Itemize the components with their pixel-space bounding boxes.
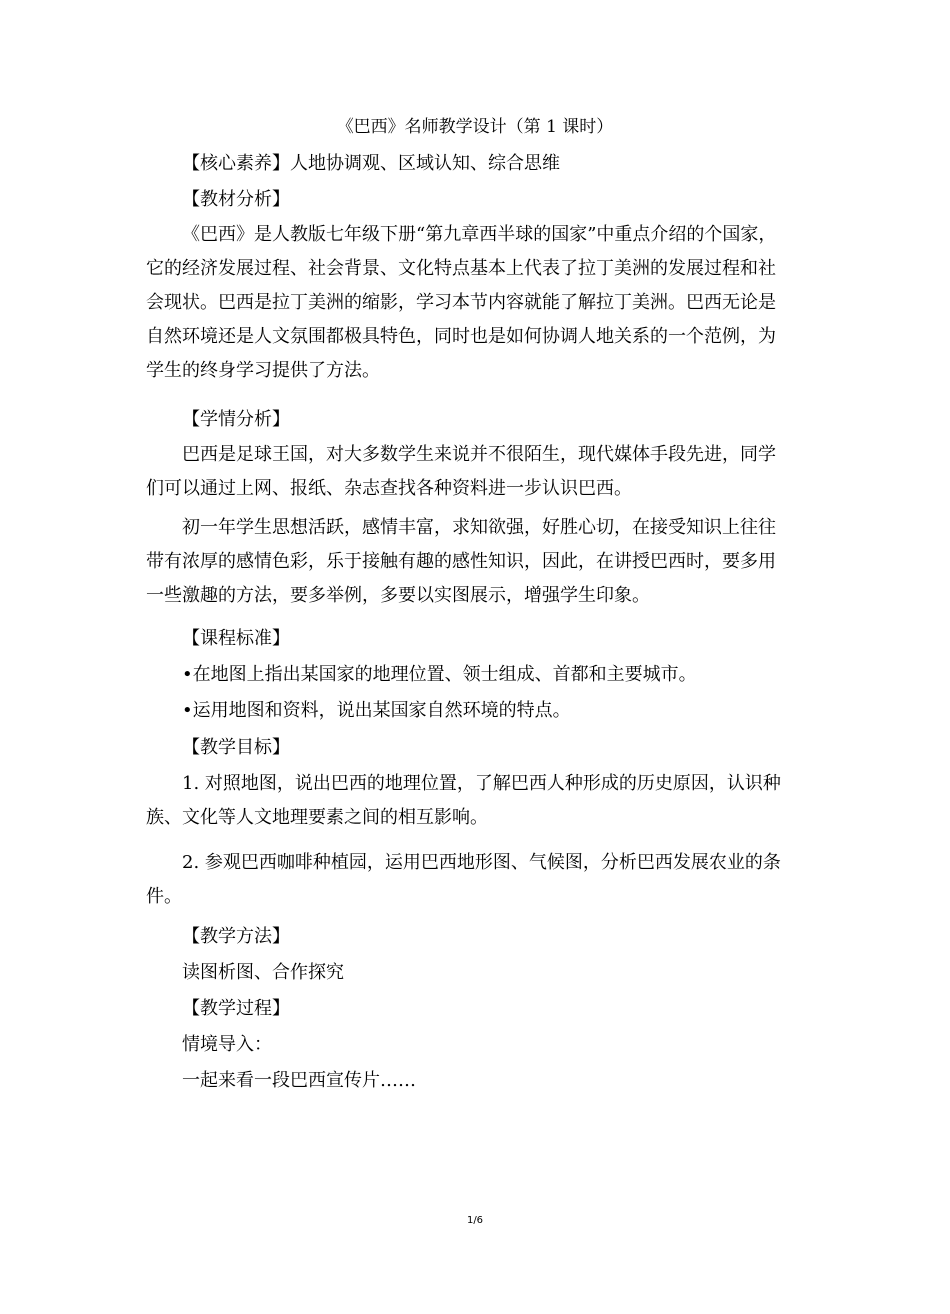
paragraph-line: 族、文化等人文地理要素之间的相互影响。 (146, 807, 488, 828)
teaching-goal-2 (146, 846, 806, 914)
textbook-analysis-heading: 【教材分析】 (182, 189, 290, 210)
teaching-method-heading: 【教学方法】 (182, 926, 290, 947)
paragraph-line: 2. 参观巴西咖啡种植园，运用巴西地形图、气候图，分析巴西发展农业的条 (182, 852, 781, 873)
paragraph-line: 件。 (146, 886, 182, 907)
teaching-process-intro: 情境导入： (182, 1034, 272, 1055)
paragraph-line: 1. 对照地图，说出巴西的地理位置，了解巴西人种形成的历史原因，认识种 (182, 773, 781, 794)
course-standard-heading: 【课程标准】 (182, 628, 290, 649)
teaching-method-text: 读图析图、合作探究 (182, 962, 344, 983)
paragraph-line: 它的经济发展过程、社会背景、文化特点基本上代表了拉丁美洲的发展过程和社 (146, 258, 776, 279)
teaching-goals-heading: 【教学目标】 (182, 737, 290, 758)
learner-analysis-paragraph-1 (146, 438, 806, 506)
learner-analysis-paragraph-2 (146, 511, 806, 613)
paragraph-line: 《巴西》是人教版七年级下册“第九章西半球的国家”中重点介绍的个国家， (182, 224, 777, 245)
teaching-process-text: 一起来看一段巴西宣传片…… (182, 1070, 416, 1091)
textbook-analysis-paragraph (146, 218, 806, 388)
paragraph-line: 一些激趣的方法，要多举例，多要以实图展示，增强学生印象。 (146, 585, 650, 606)
document-title: 《巴西》名师教学设计（第 1 课时） (336, 117, 614, 137)
paragraph-line: 巴西是足球王国，对大多数学生来说并不很陌生，现代媒体手段先进，同学 (182, 444, 776, 465)
paragraph-line: 会现状。巴西是拉丁美洲的缩影，学习本节内容就能了解拉丁美洲。巴西无论是 (146, 292, 776, 313)
paragraph-line: 学生的终身学习提供了方法。 (146, 360, 380, 381)
paragraph-line: 自然环境还是人文氛围都极具特色，同时也是如何协调人地关系的一个范例，为 (146, 326, 776, 347)
paragraph-line: 们可以通过上网、报纸、杂志查找各种资料进一步认识巴西。 (146, 478, 632, 499)
learner-analysis-heading: 【学情分析】 (182, 409, 290, 430)
course-standard-item: •运用地图和资料，说出某国家自然环境的特点。 (182, 700, 571, 721)
teaching-goal-1 (146, 767, 806, 835)
course-standard-item: •在地图上指出某国家的地理位置、领士组成、首都和主要城市。 (182, 664, 697, 685)
page-number: 1/6 (466, 1215, 484, 1226)
core-literacy: 【核心素养】人地协调观、区域认知、综合思维 (182, 153, 560, 174)
paragraph-line: 初一年学生思想活跃，感情丰富，求知欲强，好胜心切，在接受知识上往往 (182, 517, 776, 538)
teaching-process-heading: 【教学过程】 (182, 998, 290, 1019)
paragraph-line: 带有浓厚的感情色彩，乐于接触有趣的感性知识，因此，在讲授巴西时，要多用 (146, 551, 776, 572)
